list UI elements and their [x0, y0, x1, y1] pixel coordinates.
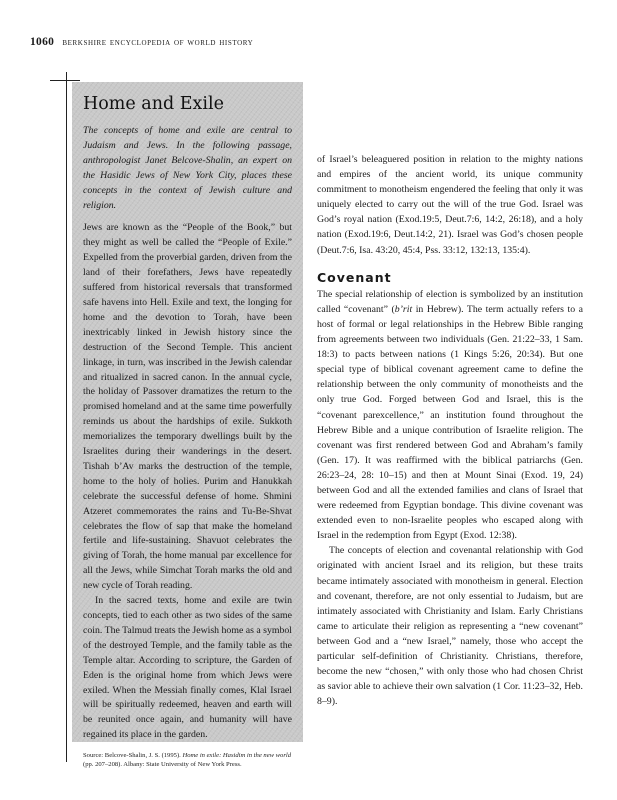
main-paragraph: of Israel’s beleaguered position in relation to the mighty nations and empires of the ancient world, its unique community commitment to monotheism engendered the feeling that only it was uniquely elected to carry out the will of the true God. Israel was God’s royal nation (Exod.19:5, Deut.7:6, 14:2, 26:18), and a holy nation (Exod.19:6, Deut.14:2, 21). Israel was God’s chosen people (Deut.7:6, Isa. 43:20, 45:4, Pss. 33:12, 132:13, 135:4). [317, 154, 583, 256]
section-heading-covenant: Covenant [317, 269, 392, 285]
sidebar-body [83, 221, 292, 743]
page-number: 1060 [30, 36, 55, 48]
journal-title: berkshire encyclopedia of world history [62, 37, 254, 48]
main-column [317, 152, 583, 709]
sidebar-source [83, 751, 292, 769]
vertical-rule [66, 72, 67, 762]
source-prefix: Source: Belcove-Shalin, J. S. (1995). [83, 752, 181, 760]
para2-text: in Hebrew). The term actually refers to a host of formal or legal relationships in the Hebrew Bible ranging from agreements between two individuals (Gen. 21:22–33, 1 Sam. 18:3) to pacts between nations (1 Kings 5:26, 20:34). But one special type of biblical covenant agreement came to define the relationship between the only community of monotheists and the only true God. Forged between God and Israel, this is the “covenant parexcellence,” an institution found throughout the Hebrew Bible and a unique contribution of Israelite religion. The covenant was first rendered between God and Abraham’s family (Gen. 17). It was reaffirmed with the biblical patriarchs (Gen. 26:23–24, 28: 10–15) and then at Mount Sinai (Exod. 19, 24) between God and all the extended families and clans of Israel that were redeemed from Egyptian bondage. This divine covenant was extended even to non-Israelite peoples who escaped along with Israel in the redemption from Egypt (Exod. 12:38). [317, 303, 584, 542]
sidebar-paragraph: In the sacred texts, home and exile are twin concepts, tied to each other as two sides of the same coin. The Talmud treats the Jewish home as a symbol of the destroyed Temple, and the family table as the Temple altar. According to scripture, the Garden of Eden is the original home from which Jews were exiled. When the Messiah finally comes, Klal Israel will be spiritually redeemed, heaven and earth will be reunited once again, and humanity will have regained its place in the garden. [83, 595, 293, 741]
running-head [30, 36, 253, 48]
sidebar-title: Home and Exile [83, 94, 224, 114]
sidebar-intro: The concepts of home and exile are central to Judaism and Jews. In the following passage, anthropologist Janet Belcove-Shalin, an expert on the Hasidic Jews of New York City, places these concepts in the context of Jewish culture and religion. [83, 125, 292, 211]
source-suffix: (pp. 207–208). Albany: State University of New York Press. [83, 761, 242, 769]
horizontal-rule [50, 80, 80, 81]
source-title: Home in exile: Hasidim in the new world [182, 752, 292, 760]
sidebar-paragraph: Jews are known as the “People of the Book,” but they might as well be called the “People of Exile.” Expelled from the proverbial garden, driven from the land of their forefathers, Jews have repeatedly suffered from historical reversals that transformed safe havens into Hell. Exile and text, the longing for home and the devotion to Torah, have been inextricably linked in Jewish history since the destruction of the Second Temple. This ancient linkage, in turn, was inscribed in the Jewish calendar and ritualized in sacred canon. In the annual cycle, the holiday of Passover dramatizes the return to the promised homeland and at the same time powerfully reminds us about the hardships of exile. Sukkoth memorializes the temporary dwellings built by the Israelites during their wanderings in the desert. Tishah b’Av marks the destruction of the temple, home to the holy of holies. Purim and Hanukkah celebrate the successful defense of home. Shmini Atzeret commemorates the rains and Tu-Be-Shvat celebrates the flow of sap that make the homeland fertile and life-sustaining. Shavuot celebrates the giving of Torah, the home manual par excellence for all the Jews, while Simchat Torah marks the old and new cycle of Torah reading. [83, 222, 292, 592]
main-paragraph: The concepts of election and covenantal relationship with God originated with ancient Israel and its religion, but these traits became intimately associated with monotheism in general. Election and covenant, therefore, are not only essential to Judaism, but are intimately associated with Christianity and Islam. Early Christians came to articulate their religion as representing a “new covenant” between God and a “new Israel,” namely, those who accept the particular self-definition of Christianity. Christians, therefore, become the new “chosen,” with only those who had chosen Christ as savior able to achieve their own salvation (1 Cor. 11:23–32, Heb. 8–9). [317, 545, 583, 708]
para2-text: The special relationship of election is symbolized by an institution called “covenant” ( [317, 288, 583, 315]
sidebar-box [72, 82, 303, 769]
main-paragraph [317, 287, 583, 544]
hebrew-term: b’rit [394, 303, 413, 315]
